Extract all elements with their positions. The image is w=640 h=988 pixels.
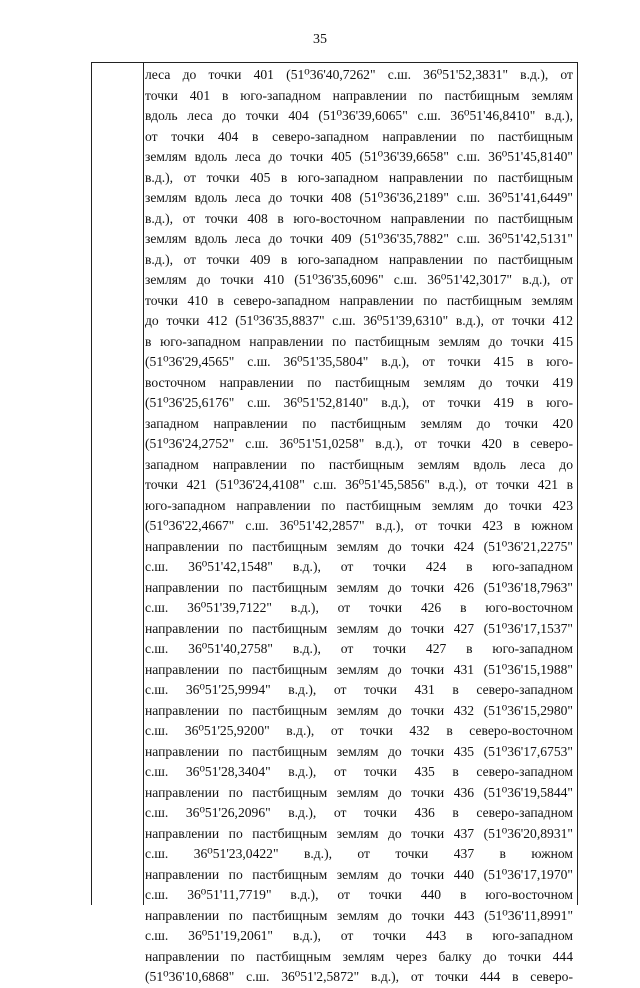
- text-line: западном направлении по пастбищным землям вдоль леса до: [145, 456, 573, 472]
- text-line: землям вдоль леса до точки 408 (51⁰36'36,2189" с.ш. 36⁰51'41,6449": [145, 190, 573, 205]
- text-line: точки 410 в северо-западном направлении по пастбищным землям: [145, 292, 573, 308]
- text-line: в.д.), от точки 405 в юго-западном направлении по пастбищным: [145, 169, 573, 185]
- text-line: до точки 412 (51⁰36'35,8837" с.ш. 36⁰51'39,6310" в.д.), от точки 412: [145, 313, 573, 328]
- text-line: направлении по пастбищным землям до точки 436 (51⁰36'19,5844": [145, 784, 573, 800]
- text-line: точки 401 в юго-западном направлении по пастбищным землям: [145, 87, 573, 103]
- table-left-column: [92, 63, 144, 905]
- text-line: с.ш. 36⁰51'25,9200" в.д.), от точки 432 в северо-восточном: [145, 723, 573, 738]
- text-line: направлении по пастбищным землям до точки 424 (51⁰36'21,2275": [145, 538, 573, 554]
- text-line: направлении по пастбищным землям до точки 432 (51⁰36'15,2980": [145, 702, 573, 718]
- text-line: направлении по пастбищным землям через балку до точки 444: [145, 948, 573, 964]
- text-line: юго-западном направлении по пастбищным землям до точки 423: [145, 497, 573, 513]
- text-line: землям вдоль леса до точки 405 (51⁰36'39,6658" с.ш. 36⁰51'45,8140": [145, 149, 573, 164]
- text-line: восточном направлении по пастбищным землям до точки 419: [145, 374, 573, 390]
- text-line: с.ш. 36⁰51'25,9994" в.д.), от точки 431 в северо-западном: [145, 682, 573, 697]
- text-line: точки 421 (51⁰36'24,4108" с.ш. 36⁰51'45,5856" в.д.), от точки 421 в: [145, 477, 573, 492]
- text-line: с.ш. 36⁰51'39,7122" в.д.), от точки 426 в юго-восточном: [145, 600, 573, 615]
- text-line: направлении по пастбищным землям до точки 427 (51⁰36'17,1537": [145, 620, 573, 636]
- text-line: землям до точки 410 (51⁰36'35,6096" с.ш. 36⁰51'42,3017" в.д.), от: [145, 272, 573, 287]
- text-line: направлении по пастбищным землям до точки 426 (51⁰36'18,7963": [145, 579, 573, 595]
- text-line: леса до точки 401 (51⁰36'40,7262" с.ш. 36⁰51'52,3831" в.д.), от: [145, 67, 573, 82]
- text-line: (51⁰36'25,6176" с.ш. 36⁰51'52,8140" в.д.), от точки 419 в юго-: [145, 395, 573, 410]
- text-line: с.ш. 36⁰51'19,2061" в.д.), от точки 443 в юго-западном: [145, 928, 573, 943]
- text-line: направлении по пастбищным землям до точки 435 (51⁰36'17,6753": [145, 743, 573, 759]
- text-line: с.ш. 36⁰51'23,0422" в.д.), от точки 437 в южном: [145, 846, 573, 861]
- text-line: направлении по пастбищным землям до точки 431 (51⁰36'15,1988": [145, 661, 573, 677]
- table-text-column: [145, 65, 573, 984]
- text-line: направлении по пастбищным землям до точки 440 (51⁰36'17,1970": [145, 866, 573, 882]
- text-line: (51⁰36'29,4565" с.ш. 36⁰51'35,5804" в.д.), от точки 415 в юго-: [145, 354, 573, 369]
- text-line: с.ш. 36⁰51'40,2758" в.д.), от точки 427 в юго-западном: [145, 641, 573, 656]
- text-line: с.ш. 36⁰51'42,1548" в.д.), от точки 424 в юго-западном: [145, 559, 573, 574]
- document-table: [91, 62, 578, 984]
- text-line: направлении по пастбищным землям до точки 437 (51⁰36'20,8931": [145, 825, 573, 841]
- text-line: с.ш. 36⁰51'11,7719" в.д.), от точки 440 в юго-восточном: [145, 887, 573, 902]
- text-line: в.д.), от точки 409 в юго-западном направлении по пастбищным: [145, 251, 573, 267]
- text-line: западном направлении по пастбищным землям до точки 420: [145, 415, 573, 431]
- text-line: с.ш. 36⁰51'28,3404" в.д.), от точки 435 в северо-западном: [145, 764, 573, 779]
- text-line: (51⁰36'24,2752" с.ш. 36⁰51'51,0258" в.д.), от точки 420 в северо-: [145, 436, 573, 451]
- text-line: от точки 404 в северо-западном направлении по пастбищным: [145, 128, 573, 144]
- text-line: с.ш. 36⁰51'26,2096" в.д.), от точки 436 в северо-западном: [145, 805, 573, 820]
- text-line: в.д.), от точки 408 в юго-восточном направлении по пастбищным: [145, 210, 573, 226]
- text-line: землям вдоль леса до точки 409 (51⁰36'35,7882" с.ш. 36⁰51'42,5131": [145, 231, 573, 246]
- text-line: направлении по пастбищным землям до точки 443 (51⁰36'11,8991": [145, 907, 573, 923]
- text-line: (51⁰36'10,6868" с.ш. 36⁰51'2,5872" в.д.), от точки 444 в северо-: [145, 969, 573, 984]
- text-line: (51⁰36'22,4667" с.ш. 36⁰51'42,2857" в.д.), от точки 423 в южном: [145, 518, 573, 533]
- text-line: в юго-западном направлении по пастбищным землям до точки 415: [145, 333, 573, 349]
- text-line: вдоль леса до точки 404 (51⁰36'39,6065" с.ш. 36⁰51'46,8410" в.д.),: [145, 108, 573, 123]
- page-number: 35: [313, 32, 327, 47]
